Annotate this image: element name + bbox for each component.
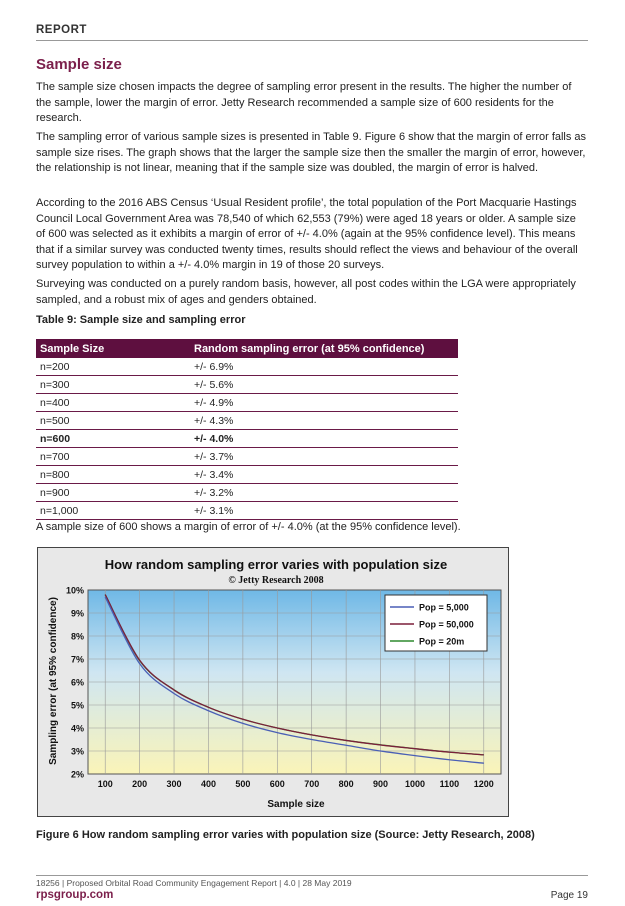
cell-sample-size: n=300 [36, 376, 190, 394]
cell-sampling-error: +/- 4.9% [190, 394, 458, 412]
x-tick-label: 300 [166, 779, 182, 789]
table-row [36, 358, 458, 376]
y-axis-label: Sampling error (at 95% confidence) [48, 597, 59, 765]
cell-sample-size: n=1,000 [36, 502, 190, 520]
table-body [36, 358, 458, 520]
x-tick-label: 900 [373, 779, 389, 789]
y-tick-label: 9% [70, 608, 84, 619]
chart-legend [385, 595, 487, 651]
y-tick-label: 3% [70, 746, 84, 757]
paragraph-after-table: A sample size of 600 shows a margin of error of +/- 4.0% (at the 95% confidence level). [36, 521, 461, 533]
table-row [36, 394, 458, 412]
cell-sample-size: n=800 [36, 466, 190, 484]
y-tick-label: 10% [65, 585, 84, 596]
paragraph-sampling-error: The sampling error of various sample sizes is presented in Table 9. Figure 6 show that the margin of error falls as sample size rises. The graph shows that the larger the sample size then the smaller the margin of error, however, the relationship is not linear, meaning that if the sample size was doubled, the margin of error is halved. [36, 131, 587, 174]
sample-size-table [36, 339, 458, 520]
cell-sample-size: n=200 [36, 358, 190, 376]
table-row [36, 502, 458, 520]
cell-sample-size: n=900 [36, 484, 190, 502]
y-tick-label: 5% [70, 700, 84, 711]
cell-sample-size: n=500 [36, 412, 190, 430]
chart-subtitle: © Jetty Research 2008 [228, 575, 324, 586]
cell-sample-size: n=400 [36, 394, 190, 412]
table-row [36, 412, 458, 430]
table-row [36, 466, 458, 484]
y-tick-label: 6% [70, 677, 84, 688]
legend-label: Pop = 5,000 [419, 602, 469, 613]
table-row-highlighted [36, 430, 458, 448]
cell-sampling-error: +/- 6.9% [190, 358, 458, 376]
table-header-row [36, 339, 458, 358]
legend-label: Pop = 50,000 [419, 619, 474, 630]
y-tick-label: 8% [70, 631, 84, 642]
header-divider [36, 40, 588, 41]
footer-divider [36, 875, 588, 876]
sampling-error-chart [37, 547, 509, 817]
x-tick-label: 1100 [439, 779, 460, 789]
column-header-sample-size: Sample Size [36, 339, 190, 358]
legend-label: Pop = 20m [419, 636, 465, 647]
chart-title: How random sampling error varies with population size [104, 557, 448, 572]
x-tick-label: 400 [200, 779, 216, 789]
table-caption: Table 9: Sample size and sampling error [36, 314, 246, 326]
section-title: Sample size [36, 56, 122, 73]
footer-doc-info: 18256 | Proposed Orbital Road Community Engagement Report | 4.0 | 28 May 2019 [36, 878, 352, 888]
cell-sample-size: n=700 [36, 448, 190, 466]
x-tick-label: 600 [269, 779, 285, 789]
y-tick-label: 2% [70, 769, 84, 780]
cell-sampling-error: +/- 3.2% [190, 484, 458, 502]
y-tick-label: 7% [70, 654, 84, 665]
x-tick-label: 1000 [404, 779, 425, 789]
cell-sampling-error: +/- 3.7% [190, 448, 458, 466]
paragraph-method: Surveying was conducted on a purely random basis, however, all post codes within the LGA were appropriately sampled, and a robust mix of ages and genders obtained. [36, 278, 576, 306]
cell-sampling-error: +/- 4.3% [190, 412, 458, 430]
table-row [36, 484, 458, 502]
paragraph-census: According to the 2016 ABS Census ‘Usual Resident profile’, the total population of the Port Macquarie Hastings Council Local Government Area was 78,540 of which 62,553 (79%) were aged 18 years or older. A sample size of 600 was selected as it exhibits a margin of error of +/- 4.0% (again at the 95% confidence level). This means that if a similar survey was conducted twenty times, results should reflect the views and behaviour of the overall survey population to within a +/- 4.0% margin in 19 of those 20 surveys. [36, 197, 578, 271]
y-tick-label: 4% [70, 723, 84, 734]
report-header-label: REPORT [36, 24, 87, 36]
cell-sampling-error: +/- 3.1% [190, 502, 458, 520]
column-header-sampling-error: Random sampling error (at 95% confidence) [190, 339, 458, 358]
x-tick-label: 500 [235, 779, 251, 789]
x-tick-label: 200 [132, 779, 148, 789]
cell-sampling-error: +/- 4.0% [190, 430, 458, 448]
footer-site-link[interactable]: rpsgroup.com [36, 889, 114, 901]
table-row [36, 448, 458, 466]
x-axis-label: Sample size [267, 799, 325, 810]
chart-svg [38, 548, 508, 816]
cell-sampling-error: +/- 5.6% [190, 376, 458, 394]
cell-sampling-error: +/- 3.4% [190, 466, 458, 484]
x-tick-label: 1200 [473, 779, 494, 789]
paragraph-intro: The sample size chosen impacts the degree of sampling error present in the results. The higher the number of the sample, lower the margin of error. Jetty Research recommended a sample size of 600 residents for the research. [36, 81, 572, 124]
table-row [36, 376, 458, 394]
figure-caption: Figure 6 How random sampling error varies with population size (Source: Jetty Research, 2008) [36, 829, 535, 841]
x-tick-label: 100 [97, 779, 113, 789]
cell-sample-size: n=600 [36, 430, 190, 448]
x-tick-label: 800 [338, 779, 354, 789]
footer-page-number: Page 19 [550, 890, 588, 901]
x-tick-label: 700 [304, 779, 320, 789]
